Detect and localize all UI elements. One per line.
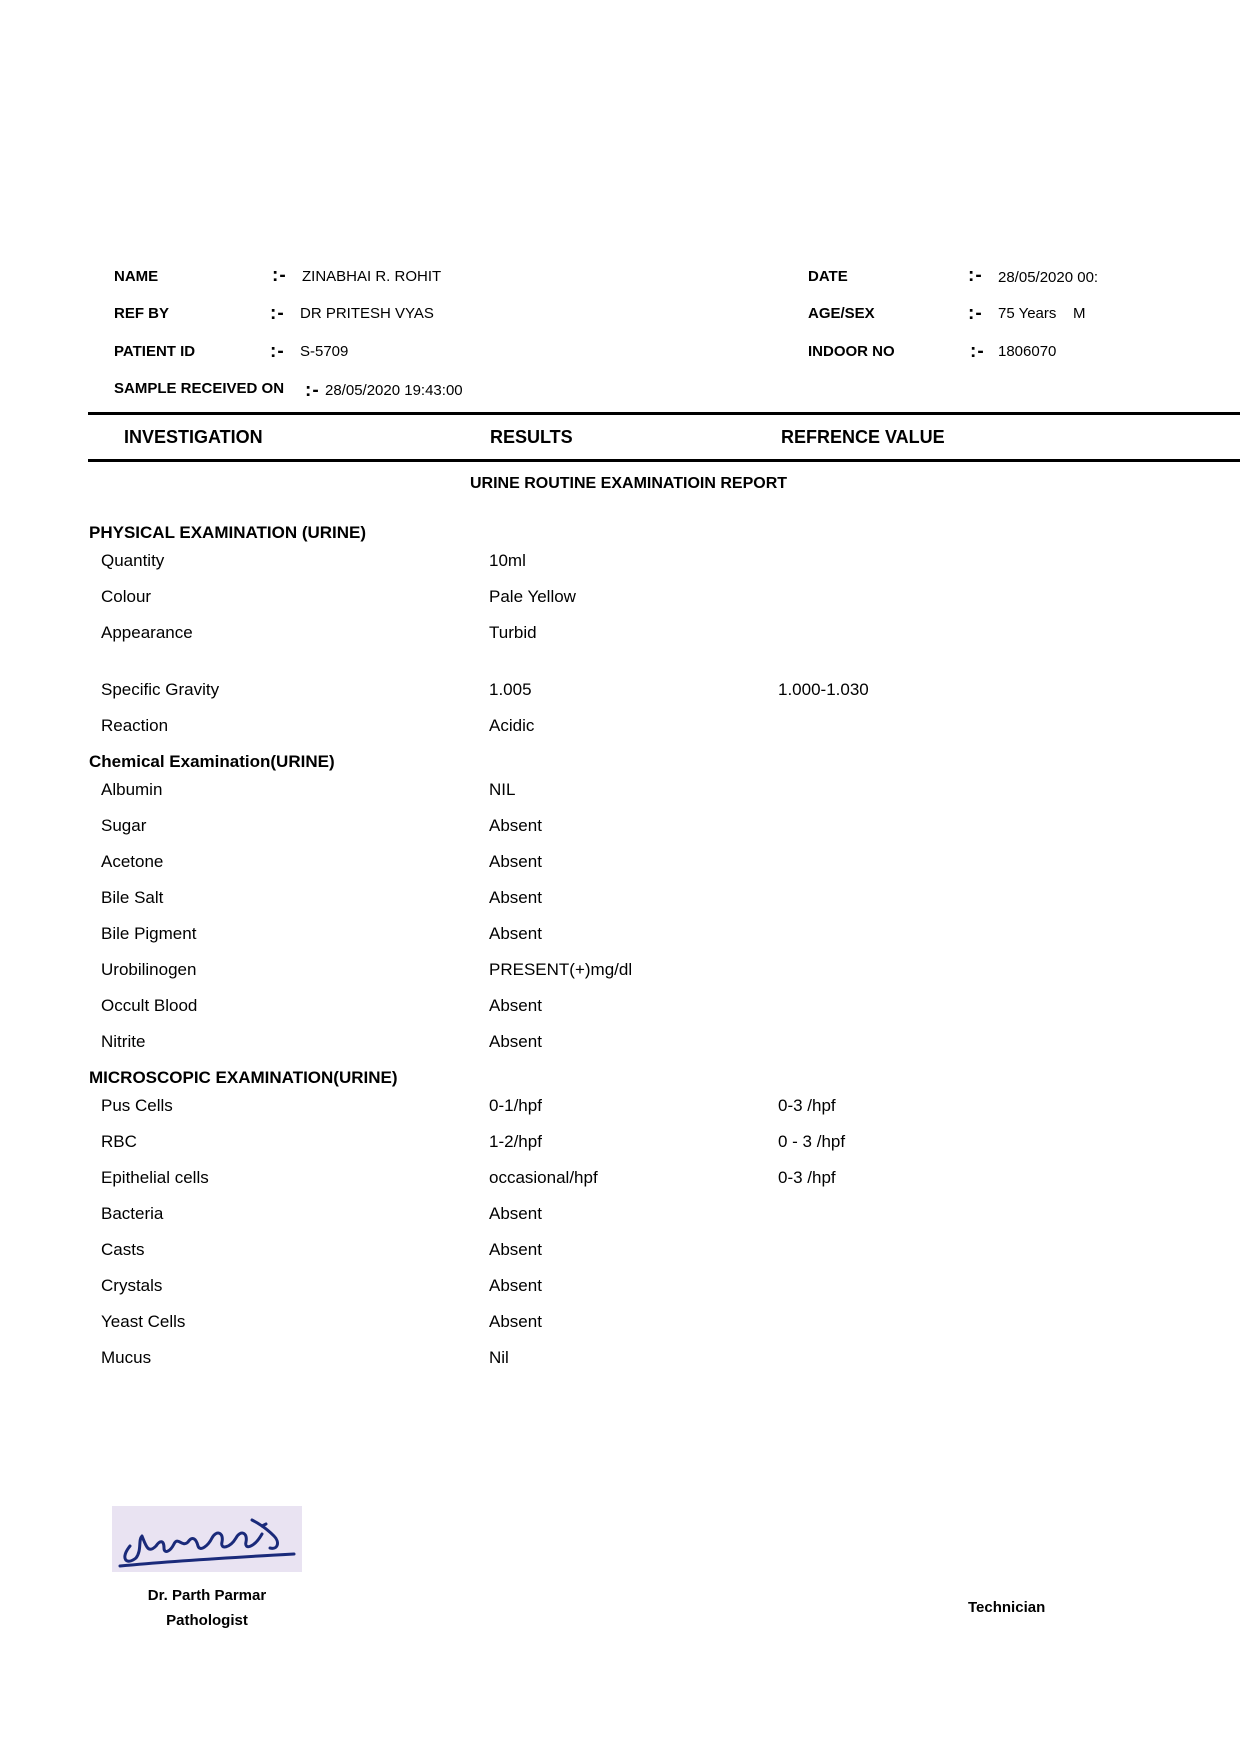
result-urobilinogen: PRESENT(+)mg/dl <box>489 960 633 979</box>
result-epithelial-cells: occasional/hpf <box>489 1168 598 1187</box>
refby-label: REF BY <box>114 305 170 322</box>
investigation-header: INVESTIGATION <box>124 427 263 447</box>
result-specific-gravity: 1.005 <box>489 680 532 699</box>
result-bile-pigment: Absent <box>489 924 542 943</box>
test-name-casts: Casts <box>101 1240 145 1259</box>
indoor-no-separator: :- <box>970 341 985 362</box>
test-name-bile-salt: Bile Salt <box>101 888 164 907</box>
test-name-reaction: Reaction <box>101 716 169 735</box>
report-date: 28/05/2020 00: <box>998 269 1099 286</box>
name-label: NAME <box>114 268 159 285</box>
reference-rbc: 0 - 3 /hpf <box>778 1132 846 1151</box>
test-name-bile-pigment: Bile Pigment <box>101 924 197 943</box>
test-name-bacteria: Bacteria <box>101 1204 164 1223</box>
table-top-rule <box>88 412 1240 415</box>
result-sugar: Absent <box>489 816 542 835</box>
test-name-quantity: Quantity <box>101 551 165 570</box>
reference-epithelial-cells: 0-3 /hpf <box>778 1168 836 1187</box>
result-rbc: 1-2/hpf <box>489 1132 542 1151</box>
pathologist-signature <box>112 1506 302 1572</box>
result-bile-salt: Absent <box>489 888 542 907</box>
result-occult-blood: Absent <box>489 996 542 1015</box>
signature-ink <box>120 1520 294 1566</box>
referring-doctor: DR PRITESH VYAS <box>300 305 434 322</box>
test-name-yeast-cells: Yeast Cells <box>101 1312 186 1331</box>
table-header-bottom-rule <box>88 459 1240 462</box>
sample-received-separator: :- <box>305 380 320 401</box>
test-name-crystals: Crystals <box>101 1276 163 1295</box>
result-bacteria: Absent <box>489 1204 542 1223</box>
test-name-sugar: Sugar <box>101 816 147 835</box>
result-reaction: Acidic <box>489 716 535 735</box>
age-sex-separator: :- <box>968 303 983 324</box>
reference-pus-cells: 0-3 /hpf <box>778 1096 836 1115</box>
signature-scribble-icon <box>112 1506 302 1572</box>
results-header: RESULTS <box>490 427 573 447</box>
report-title: URINE ROUTINE EXAMINATIOIN REPORT <box>470 475 788 492</box>
test-name-acetone: Acetone <box>101 852 164 871</box>
result-casts: Absent <box>489 1240 542 1259</box>
result-nitrite: Absent <box>489 1032 542 1051</box>
patient-id-separator: :- <box>270 341 285 362</box>
patient-id: S-5709 <box>300 343 349 360</box>
result-colour: Pale Yellow <box>489 587 576 606</box>
test-name-epithelial-cells: Epithelial cells <box>101 1168 209 1187</box>
test-name-albumin: Albumin <box>101 780 163 799</box>
section-physical-examination: PHYSICAL EXAMINATION (URINE) <box>89 523 367 542</box>
result-crystals: Absent <box>489 1276 542 1295</box>
test-name-appearance: Appearance <box>101 623 193 642</box>
signer-name: Dr. Parth Parmar <box>147 1587 267 1604</box>
result-appearance: Turbid <box>489 623 537 642</box>
test-name-occult-blood: Occult Blood <box>101 996 198 1015</box>
age-sex: 75 Years M <box>998 305 1086 322</box>
test-name-pus-cells: Pus Cells <box>101 1096 173 1115</box>
test-name-urobilinogen: Urobilinogen <box>101 960 197 979</box>
technician-label: Technician <box>968 1599 1046 1616</box>
date-separator: :- <box>968 265 983 286</box>
result-yeast-cells: Absent <box>489 1312 542 1331</box>
test-name-rbc: RBC <box>101 1132 137 1151</box>
reference-header: REFRENCE VALUE <box>781 427 945 447</box>
test-name-mucus: Mucus <box>101 1348 152 1367</box>
test-name-colour: Colour <box>101 587 152 606</box>
reference-specific-gravity: 1.000-1.030 <box>778 680 869 699</box>
patient-name: ZINABHAI R. ROHIT <box>302 268 442 285</box>
refby-separator: :- <box>270 303 285 324</box>
test-name-specific-gravity: Specific Gravity <box>101 680 220 699</box>
indoor-no: 1806070 <box>998 343 1057 360</box>
result-acetone: Absent <box>489 852 542 871</box>
result-quantity: 10ml <box>489 551 526 570</box>
result-albumin: NIL <box>489 780 516 799</box>
name-separator: :- <box>272 265 287 286</box>
date-label: DATE <box>808 268 848 285</box>
sample-received-datetime: 28/05/2020 19:43:00 <box>325 382 463 399</box>
patient-id-label: PATIENT ID <box>114 343 196 360</box>
sample-received-label: SAMPLE RECEIVED ON <box>114 380 285 397</box>
section-chemical-examination: Chemical Examination(URINE) <box>89 752 335 771</box>
signer-title: Pathologist <box>166 1612 248 1629</box>
age-sex-label: AGE/SEX <box>808 305 875 322</box>
test-name-nitrite: Nitrite <box>101 1032 146 1051</box>
section-microscopic-examination: MICROSCOPIC EXAMINATION(URINE) <box>89 1068 398 1087</box>
result-pus-cells: 0-1/hpf <box>489 1096 542 1115</box>
indoor-no-label: INDOOR NO <box>808 343 895 360</box>
result-mucus: Nil <box>489 1348 509 1367</box>
